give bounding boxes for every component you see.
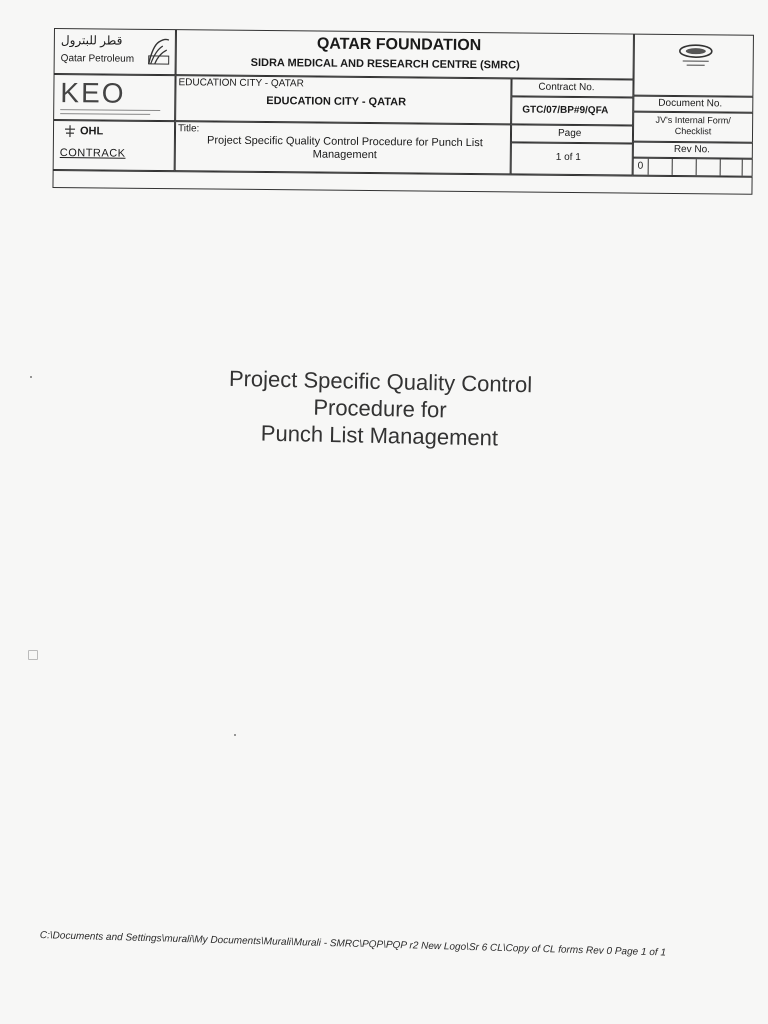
- page-number: 1 of 1: [555, 151, 581, 164]
- footer-file-path: C:\Documents and Settings\murali\My Documents\Murali\Murali - SMRC\PQP\PQP r2 New Logo\Sr 6 CL\Copy of CL forms Rev 0 Page 1 of 1: [39, 930, 667, 959]
- document-header: [52, 28, 754, 217]
- org-name: QATAR FOUNDATION: [316, 35, 482, 55]
- location-left: EDUCATION CITY - QATAR: [178, 77, 304, 90]
- project-name: SIDRA MEDICAL AND RESEARCH CENTRE (SMRC): [250, 56, 520, 72]
- scan-speck: [30, 376, 32, 378]
- qatar-foundation-emblem-icon: [677, 41, 715, 71]
- jv-partners-logo: OHL CONTRACK: [53, 120, 175, 171]
- qatar-petroleum-logo: قطر للبترول Qatar Petroleum: [54, 28, 176, 75]
- qatar-petroleum-emblem-icon: [147, 36, 171, 66]
- rev-number: 0: [637, 160, 644, 172]
- title-cell: Title: Project Specific Quality Control Procedure for Punch List Management: [175, 121, 511, 174]
- header-title-cell: [176, 29, 634, 79]
- location-cell: [175, 75, 511, 124]
- contract-value-cell: [511, 96, 633, 125]
- document-value-cell: [633, 112, 753, 143]
- keo-logo: KEO: [53, 74, 175, 121]
- scan-speck: [234, 734, 236, 736]
- document-title: Project Specific Quality Control Procedure for Punch List Management: [206, 134, 483, 162]
- contract-number: GTC/07/BP#9/QFA: [522, 104, 609, 117]
- scan-speck: [28, 650, 38, 660]
- rev-grid-cell: [633, 158, 753, 177]
- page-label-cell: Page: [511, 124, 633, 143]
- location-center: EDUCATION CITY - QATAR: [266, 95, 407, 109]
- ohl-emblem-icon: [64, 125, 76, 137]
- cover-title: Project Specific Quality Control Procedure for Punch List Management: [228, 365, 533, 451]
- contract-label-cell: Contract No.: [511, 78, 633, 97]
- document-label-cell: Document No.: [633, 96, 753, 113]
- page-value-cell: [511, 142, 633, 175]
- rev-label-cell: Rev No.: [633, 142, 753, 159]
- qatar-foundation-logo: [633, 34, 754, 97]
- document-number: JV's Internal Form/ Checklist: [655, 114, 731, 137]
